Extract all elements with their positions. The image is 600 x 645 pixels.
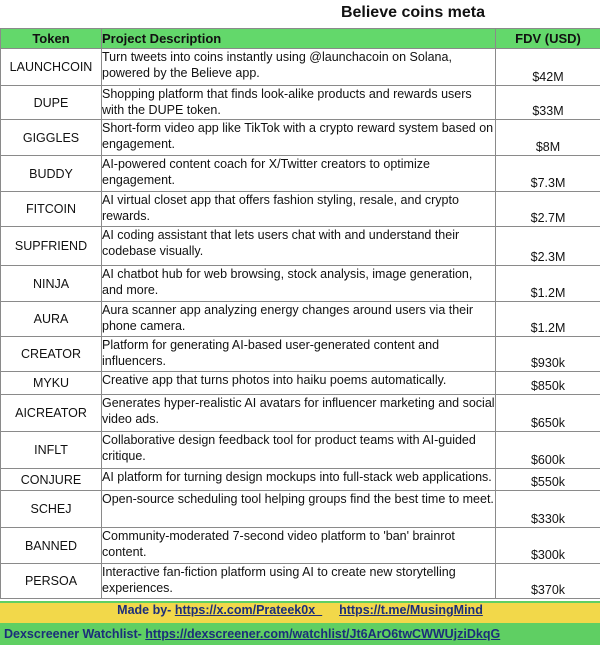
token-cell: MYKU [1, 372, 102, 395]
header-fdv: FDV (USD) [496, 29, 600, 49]
token-cell: SUPFRIEND [1, 227, 102, 266]
description-cell: Collaborative design feedback tool for product teams with AI-guided critique. [102, 432, 496, 469]
description-cell: Creative app that turns photos into haiku poems automatically. [102, 372, 496, 395]
table-row [1, 469, 600, 491]
header-token: Token [1, 29, 102, 49]
fdv-cell: $7.3M [496, 156, 600, 192]
fdv-cell: $42M [496, 49, 600, 86]
header-description: Project Description [102, 29, 496, 49]
fdv-cell: $600k [496, 432, 600, 469]
fdv-cell: $33M [496, 86, 600, 120]
description-cell: Shopping platform that finds look-alike products and rewards users with the DUPE token. [102, 86, 496, 120]
token-cell: BUDDY [1, 156, 102, 192]
description-cell: AI platform for turning design mockups into full-stack web applications. [102, 469, 496, 491]
description-cell: AI coding assistant that lets users chat with and understand their codebase visually. [102, 227, 496, 266]
table-row [1, 156, 600, 192]
fdv-cell: $1.2M [496, 302, 600, 337]
token-cell: NINJA [1, 266, 102, 302]
token-cell: PERSOA [1, 564, 102, 599]
table-row [1, 528, 600, 564]
watchlist-link[interactable]: https://dexscreener.com/watchlist/Jt6ArO6twCWWUjziDkqG [145, 627, 501, 641]
table-row [1, 302, 600, 337]
coins-table [0, 28, 600, 599]
description-cell: Aura scanner app analyzing energy changes around users via their phone camera. [102, 302, 496, 337]
fdv-cell: $370k [496, 564, 600, 599]
description-cell: Community-moderated 7-second video platform to 'ban' brainrot content. [102, 528, 496, 564]
table-row [1, 49, 600, 86]
description-cell: Platform for generating AI-based user-generated content and influencers. [102, 337, 496, 372]
table-row [1, 192, 600, 227]
fdv-cell: $2.7M [496, 192, 600, 227]
telegram-link[interactable]: https://t.me/MusingMind [339, 603, 483, 617]
description-cell: Open-source scheduling tool helping groups find the best time to meet. [102, 491, 496, 528]
table-row [1, 372, 600, 395]
table-row [1, 86, 600, 120]
description-cell: AI virtual closet app that offers fashion styling, resale, and crypto rewards. [102, 192, 496, 227]
table-row [1, 337, 600, 372]
token-cell: GIGGLES [1, 120, 102, 156]
description-cell: Turn tweets into coins instantly using @launchacoin on Solana, powered by the Believe app. [102, 49, 496, 86]
token-cell: FITCOIN [1, 192, 102, 227]
watchlist-line [0, 627, 600, 645]
table-row [1, 120, 600, 156]
token-cell: CONJURE [1, 469, 102, 491]
token-cell: SCHEJ [1, 491, 102, 528]
fdv-cell: $1.2M [496, 266, 600, 302]
fdv-cell: $850k [496, 372, 600, 395]
fdv-cell: $330k [496, 491, 600, 528]
token-cell: AICREATOR [1, 395, 102, 432]
x-profile-link[interactable]: https://x.com/Prateek0x_ [174, 603, 323, 617]
table-row [1, 491, 600, 528]
fdv-cell: $2.3M [496, 227, 600, 266]
fdv-cell: $300k [496, 528, 600, 564]
table-row [1, 395, 600, 432]
made-by-label: Made by- [117, 603, 172, 617]
token-cell: AURA [1, 302, 102, 337]
description-cell: Generates hyper-realistic AI avatars for influencer marketing and social video ads. [102, 395, 496, 432]
table-row [1, 266, 600, 302]
fdv-cell: $930k [496, 337, 600, 372]
token-cell: INFLT [1, 432, 102, 469]
token-cell: BANNED [1, 528, 102, 564]
token-cell: DUPE [1, 86, 102, 120]
description-cell: Interactive fan-fiction platform using AI to create new storytelling experiences. [102, 564, 496, 599]
page-title: Believe coins meta [340, 4, 486, 21]
title-bar [0, 0, 600, 28]
table-row [1, 227, 600, 266]
token-cell: CREATOR [1, 337, 102, 372]
fdv-cell: $650k [496, 395, 600, 432]
header-row [1, 29, 600, 49]
credits-line [0, 603, 600, 623]
fdv-cell: $8M [496, 120, 600, 156]
description-cell: AI chatbot hub for web browsing, stock analysis, image generation, and more. [102, 266, 496, 302]
watchlist-label: Dexscreener Watchlist- [4, 627, 142, 641]
table-row [1, 432, 600, 469]
description-cell: Short-form video app like TikTok with a crypto reward system based on engagement. [102, 120, 496, 156]
token-cell: LAUNCHCOIN [1, 49, 102, 86]
table-row [1, 564, 600, 599]
description-cell: AI-powered content coach for X/Twitter creators to optimize engagement. [102, 156, 496, 192]
fdv-cell: $550k [496, 469, 600, 491]
